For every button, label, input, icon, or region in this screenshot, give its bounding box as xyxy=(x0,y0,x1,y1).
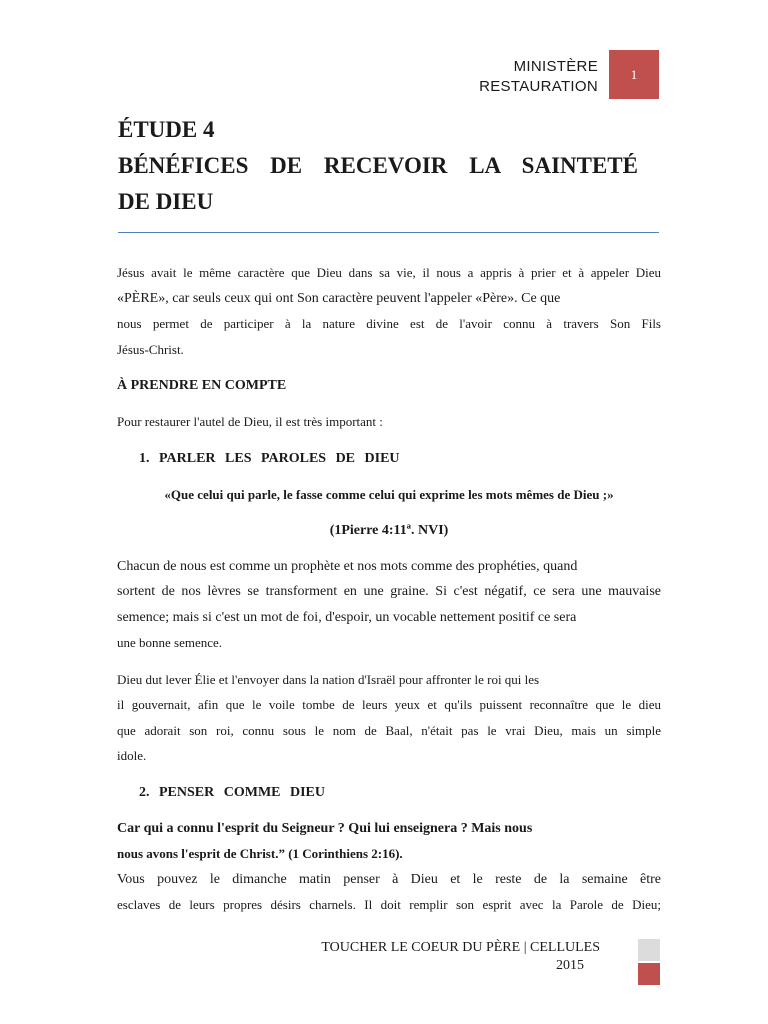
intro-paragraph xyxy=(117,260,661,362)
page-number: 1 xyxy=(630,66,638,82)
page-number-badge xyxy=(609,50,659,99)
para-line: Dieu dut lever Élie et l'envoyer dans la nation d'Israël pour affronter le roi qui les xyxy=(117,671,540,687)
section-1-heading: 1. PARLER LES PAROLES DE DIEU xyxy=(139,450,400,466)
consider-heading: À PRENDRE EN COMPTE xyxy=(117,378,287,393)
para-line: idole. xyxy=(117,748,147,763)
footer-red-box xyxy=(638,963,660,985)
page-footer xyxy=(321,939,600,975)
title-divider xyxy=(118,232,659,233)
scripture-line: Car qui a connu l'esprit du Seigneur ? Qui lui enseignera ? Mais nous xyxy=(117,820,533,836)
footer-year: 2015 xyxy=(556,958,584,973)
para-line: que adorait son roi, connu sous le nom de Baal, n'était pas le vrai Dieu, mais un simple xyxy=(117,722,661,738)
intro-line: «PÈRE», car seuls ceux qui ont Son caractère peuvent l'appeler «Père». Ce que xyxy=(117,290,561,306)
section-2-paragraph xyxy=(117,867,661,918)
page-title xyxy=(118,112,638,220)
section-2-heading: 2. PENSER COMME DIEU xyxy=(139,784,326,800)
footer-grey-box xyxy=(638,939,660,961)
title-line-3: DE DIEU xyxy=(118,189,214,214)
para-line: semence; mais si c'est un mot de foi, d'espoir, un vocable nettement positif ce sera xyxy=(117,609,577,625)
ministry-name xyxy=(479,57,598,97)
intro-line: Jésus avait le même caractère que Dieu dans sa vie, il nous a appris à prier et à appeler Dieu xyxy=(117,265,661,280)
title-line-2: BÉNÉFICES DE RECEVOIR LA SAINTETÉ xyxy=(118,153,638,178)
para-line: il gouvernait, afin que le voile tombe de leurs yeux et qu'ils puissent reconnaître que le dieu xyxy=(117,697,661,712)
intro-line: Jésus-Christ. xyxy=(117,341,184,357)
scripture-line: nous avons l'esprit de Christ.” (1 Corinthiens 2:16). xyxy=(117,846,403,861)
para-line: Vous pouvez le dimanche matin penser à Dieu et le reste de la semaine être xyxy=(117,871,661,887)
para-line: esclaves de leurs propres désirs charnels. Il doit remplir son esprit avec la Parole de Dieu; xyxy=(117,897,661,912)
para-line: Chacun de nous est comme un prophète et nos mots comme des prophéties, quand xyxy=(117,558,578,574)
section-1-paragraph-1 xyxy=(117,554,661,656)
section-1-reference: (1Pierre 4:11ª. NVI) xyxy=(329,522,449,538)
title-line-1: ÉTUDE 4 xyxy=(118,117,215,142)
section-1-quote: «Que celui qui parle, le fasse comme celui qui exprime les mots mêmes de Dieu ;» xyxy=(164,486,614,502)
section-2-scripture xyxy=(117,816,661,867)
para-line: sortent de nos lèvres se transforment en une graine. Si c'est négatif, ce sera une mauvaise xyxy=(117,584,661,599)
intro-line: nous permet de participer à la nature divine est de l'avoir connu à travers Son Fils xyxy=(117,316,661,331)
ministry-line-1: MINISTÈRE xyxy=(513,58,598,75)
ministry-line-2: RESTAURATION xyxy=(479,78,598,95)
footer-text: TOUCHER LE COEUR DU PÈRE | CELLULES xyxy=(321,940,600,955)
section-1-paragraph-2 xyxy=(117,667,661,769)
para-line: une bonne semence. xyxy=(117,635,223,650)
consider-line: Pour restaurer l'autel de Dieu, il est très important : xyxy=(117,414,383,429)
consider-text xyxy=(117,409,661,435)
document-body xyxy=(117,260,661,918)
